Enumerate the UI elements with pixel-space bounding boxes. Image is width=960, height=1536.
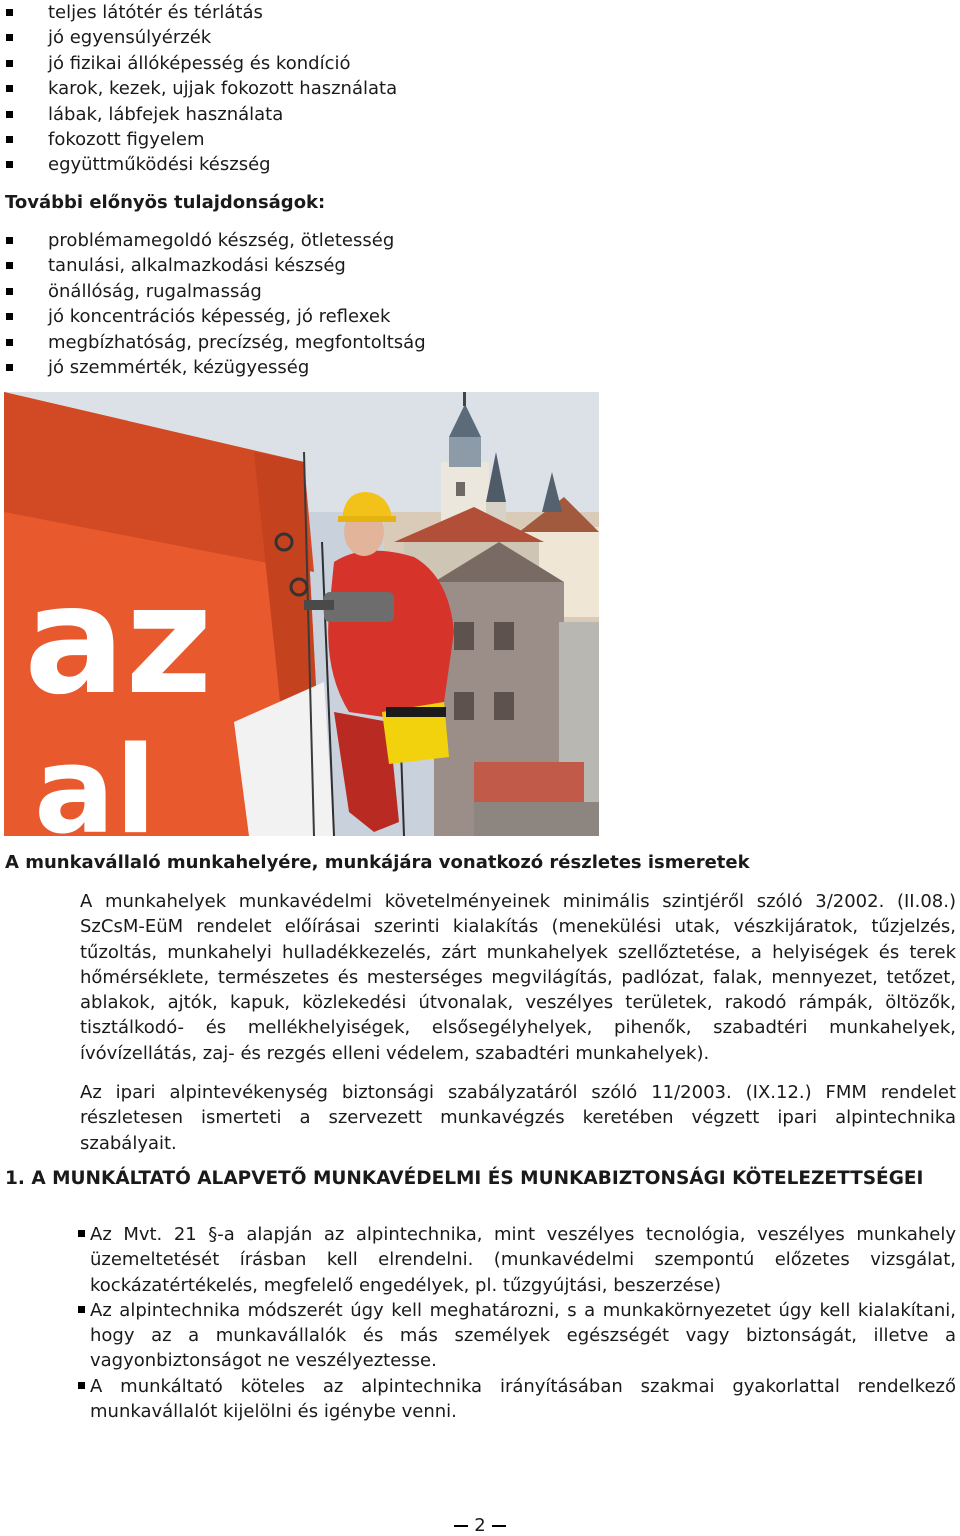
list-item: jó koncentrációs képesség, jó reflexek bbox=[0, 304, 426, 329]
list-item: jó fizikai állóképesség és kondíció bbox=[0, 51, 397, 76]
square-bullet-icon bbox=[6, 111, 13, 118]
dash-icon bbox=[492, 1525, 506, 1527]
square-bullet-icon bbox=[6, 313, 13, 320]
square-bullet-icon bbox=[78, 1306, 85, 1313]
list-item: karok, kezek, ujjak fokozott használata bbox=[0, 76, 397, 101]
list-item: problémamegoldó készség, ötletesség bbox=[0, 228, 426, 253]
square-bullet-icon bbox=[78, 1382, 85, 1389]
dash-icon bbox=[454, 1525, 468, 1527]
square-bullet-icon bbox=[6, 85, 13, 92]
list-item: együttműködési készség bbox=[0, 152, 397, 177]
square-bullet-icon bbox=[6, 288, 13, 295]
list-item: teljes látótér és térlátás bbox=[0, 0, 397, 25]
square-bullet-icon bbox=[6, 339, 13, 346]
list-item: tanulási, alkalmazkodási készség bbox=[0, 253, 426, 278]
advantageous-list bbox=[0, 228, 426, 380]
list-item: Az Mvt. 21 §-a alapján az alpintechnika, mint veszélyes tecnológia, veszélyes munkahely üzemeltetését írásban kell elrendelni. (munkavédelmi szempontú előzetes vizsgálat, kockázatértékelés, megfelelő engedélyek, pl. tűzgyújtási, beszerzése) bbox=[80, 1222, 956, 1298]
square-bullet-icon bbox=[6, 9, 13, 16]
square-bullet-icon bbox=[78, 1230, 85, 1237]
list-item: A munkáltató köteles az alpintechnika irányításában szakmai gyakorlattal rendelkező munkavállalót kijelölni és igénybe venni. bbox=[80, 1374, 956, 1425]
list-item: Az alpintechnika módszerét úgy kell meghatározni, s a munkakörnyezetet úgy kell kialakítani, hogy az a munkavállalók és más személyek egészségét vagy biztonságát, illetve a vagyonbiztonságot ne veszélyeztesse. bbox=[80, 1298, 956, 1374]
section-heading: 1. A MUNKÁLTATÓ ALAPVETŐ MUNKAVÉDELMI ÉS MUNKABIZTONSÁGI KÖTELEZETTSÉGEI bbox=[5, 1168, 924, 1189]
square-bullet-icon bbox=[6, 364, 13, 371]
worker-knowledge-heading: A munkavállaló munkahelyére, munkájára vonatkozó részletes ismeretek bbox=[5, 852, 750, 873]
square-bullet-icon bbox=[6, 262, 13, 269]
list-item: jó szemmérték, kézügyesség bbox=[0, 355, 426, 380]
banner-lettering: az bbox=[24, 554, 213, 728]
square-bullet-icon bbox=[6, 60, 13, 67]
banner-lettering: al bbox=[34, 722, 157, 836]
rope-access-worker-photo bbox=[4, 392, 599, 836]
advantageous-heading: További előnyös tulajdonságok: bbox=[5, 192, 326, 213]
requirements-list bbox=[0, 0, 397, 178]
square-bullet-icon bbox=[6, 161, 13, 168]
workplace-regulation-paragraph: A munkahelyek munkavédelmi követelményeinek minimális szintjéről szóló 3/2002. (II.08.) SzCsM-EüM rendelet előírásai szerinti kialakítás (menekülési utak, vészkijáratok, tűzjelzés, tűzoltás, munkahelyi hulladékkezelés, zárt munkahelyek szellőztetése, a helyiségek és terek hőmérséklete, természetes és mesterséges megvilágítás, padlózat, falak, mennyezet, tetőzet, ablakok, ajtók, kapuk, közlekedési útvonalak, veszélyes területek, rakodó rámpák, öltözők, tisztálkodó- és mellékhelyiségek, elsősegélyhelyek, pihenők, szabadtéri munkahelyek, ívóvízellátás, zaj- és rezgés elleni védelem, szabadtéri munkahelyek). bbox=[80, 891, 956, 1064]
square-bullet-icon bbox=[6, 136, 13, 143]
alpine-regulation-paragraph: Az ipari alpintevékenység biztonsági szabályzatáról szóló 11/2003. (IX.12.) FMM rendelet részletesen ismerteti a szervezett munkavégzés keretében végzett ipari alpintechnika szabályait. bbox=[80, 1082, 956, 1154]
list-item: megbízhatóság, precízség, megfontoltság bbox=[0, 330, 426, 355]
square-bullet-icon bbox=[6, 237, 13, 244]
list-item: lábak, lábfejek használata bbox=[0, 102, 397, 127]
list-item: önállóság, rugalmasság bbox=[0, 279, 426, 304]
list-item: jó egyensúlyérzék bbox=[0, 25, 397, 50]
square-bullet-icon bbox=[6, 34, 13, 41]
employer-obligations-list bbox=[80, 1222, 956, 1424]
page-number: 2 bbox=[0, 1516, 960, 1536]
list-item: fokozott figyelem bbox=[0, 127, 397, 152]
